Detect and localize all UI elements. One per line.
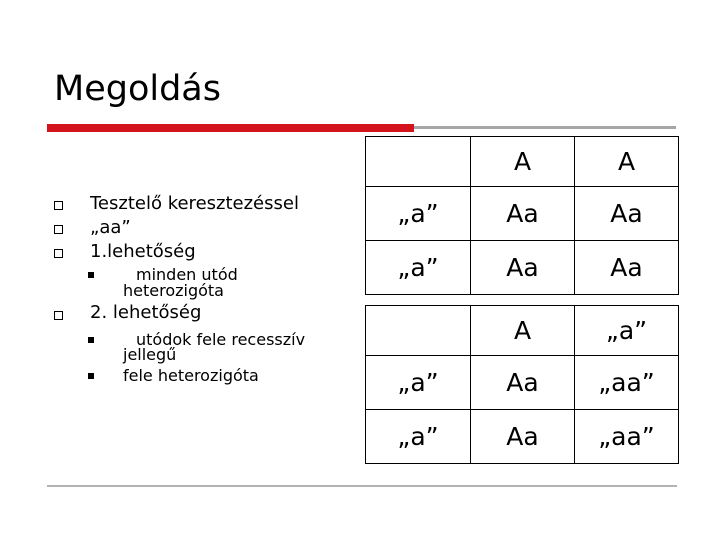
bullet-marker-3 [54,249,63,258]
t2-cell-0-1: A [471,306,575,356]
bullet-text-4: 2. lehetőség [90,302,202,323]
t2-cell-0-0 [366,306,471,356]
t2-cell-2-1: Aa [471,410,575,464]
sub-bullet-marker-2 [88,337,94,343]
page-title: Megoldás [54,69,221,109]
t1-cell-2-0: „a” [366,241,471,295]
t1-cell-2-2: Aa [575,241,679,295]
t1-cell-0-2: A [575,137,679,187]
title-underline-gray [414,126,676,129]
t1-cell-1-1: Aa [471,187,575,241]
t1-cell-0-0 [366,137,471,187]
bullet-marker-1 [54,201,63,210]
punnett-table-1 [365,136,679,295]
sub-bullet-text-1a: minden utód [136,265,238,284]
footer-rule [47,485,677,487]
t1-cell-1-2: Aa [575,187,679,241]
t1-cell-1-0: „a” [366,187,471,241]
t2-cell-2-2: „aa” [575,410,679,464]
t2-cell-1-2: „aa” [575,356,679,410]
sub-bullet-text-1b: heterozigóta [123,281,224,300]
t1-cell-0-1: A [471,137,575,187]
sub-bullet-text-2a: utódok fele recesszív [136,330,306,349]
t2-cell-1-0: „a” [366,356,471,410]
t1-cell-2-1: Aa [471,241,575,295]
sub-bullet-marker-3 [88,373,94,379]
sub-bullet-marker-1 [88,272,94,278]
sub-bullet-text-2b: jellegű [123,345,177,364]
sub-bullet-text-3: fele heterozigóta [123,366,259,385]
bullet-text-3: 1.lehetőség [90,241,196,262]
punnett-table-2 [365,305,679,464]
bullet-marker-2 [54,225,63,234]
bullet-text-1: Tesztelő keresztezéssel [90,193,299,214]
t2-cell-1-1: Aa [471,356,575,410]
title-underline-red [47,124,414,132]
bullet-text-2: „aa” [90,217,131,238]
bullet-marker-4 [54,311,63,320]
t2-cell-0-2: „a” [575,306,679,356]
t2-cell-2-0: „a” [366,410,471,464]
